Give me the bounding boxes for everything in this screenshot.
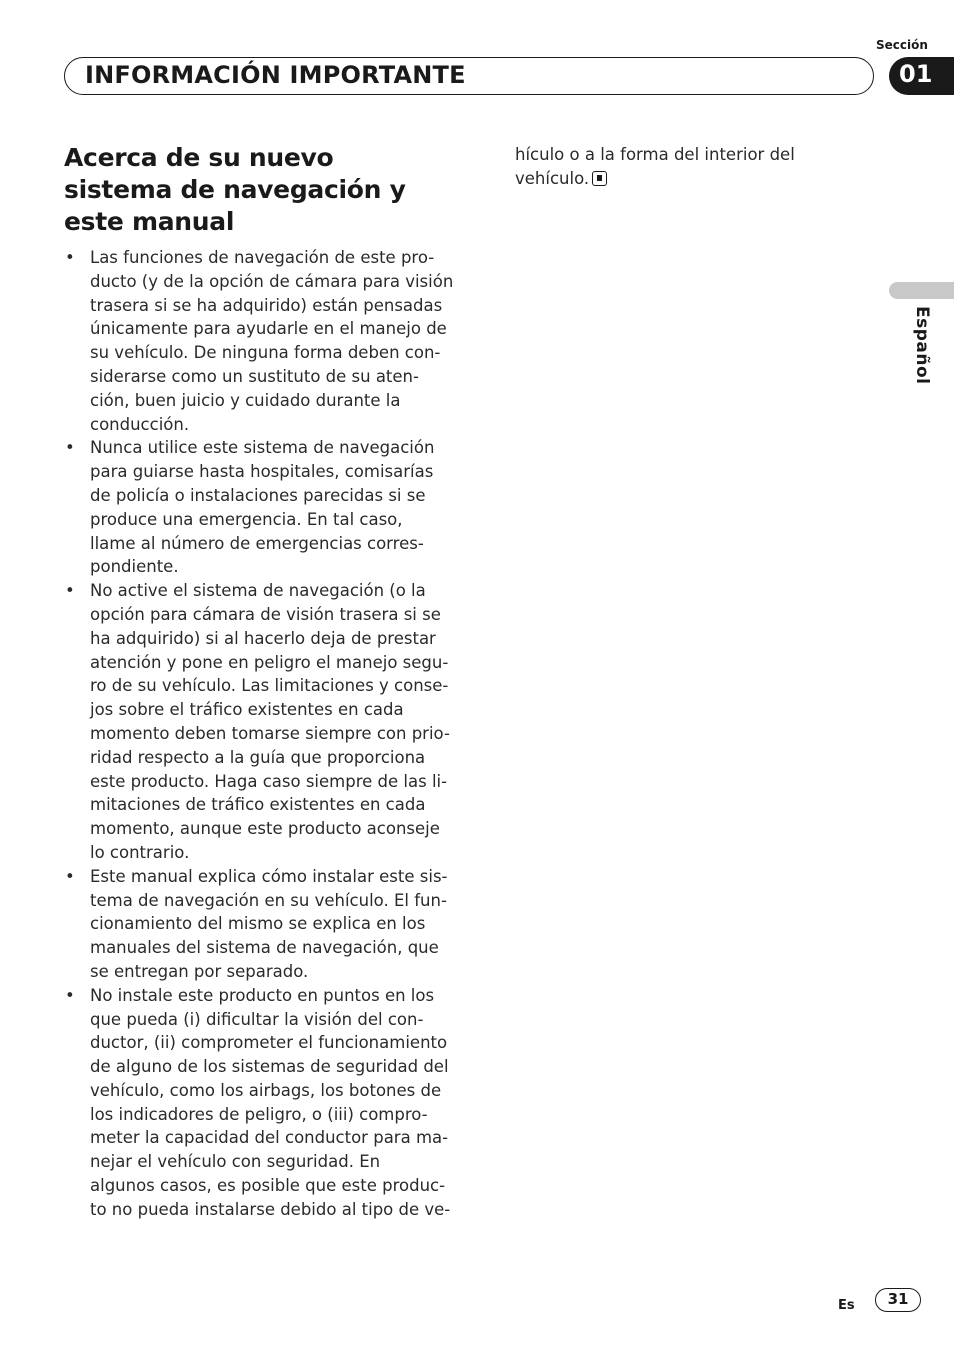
bullet-list [64,246,454,1222]
bullet-dot: • [65,581,75,601]
chapter-header [64,57,874,95]
bullet-text-line: se entregan por separado. [90,961,309,981]
bullet-text-line: ción, buen juicio y cuidado durante la [90,390,401,410]
bullet-text-line: Este manual explica cómo instalar este sis- [90,866,448,886]
bullet-text-line: pondiente. [90,557,179,577]
bullet-text-line: cionamiento del mismo se explica en los [90,914,426,934]
bullet-text-line: de alguno de los sistemas de seguridad del [90,1057,449,1077]
bullet-item [64,579,454,865]
bullet-text-line: mitaciones de tráfico existentes en cada [90,795,426,815]
bullet-text-line: este producto. Haga caso siempre de las li- [90,771,448,791]
footer-language-code: Es [838,1298,855,1313]
bullet-text-line: ridad respecto a la guía que proporciona [90,747,426,767]
continuation-text-line [515,143,875,167]
bullet-text-line: ductor, (ii) comprometer el funcionamiento [90,1033,448,1053]
bullet-text-line: Las funciones de navegación de este pro- [90,248,435,267]
bullet-text-line: conducción. [90,414,190,434]
bullet-text-line: llame al número de emergencias corres- [90,533,424,553]
bullet-text-line: ro de su vehículo. Las limitaciones y conse- [90,676,449,696]
bullet-text-line: algunos casos, es posible que este produc- [90,1176,446,1196]
bullet-item [64,436,454,579]
section-number: 01 [899,60,933,88]
bullet-text-line: opción para cámara de visión trasera si se [90,604,441,624]
bullet-text-line: No instale este producto en puntos en los [90,985,435,1005]
continuation-text: vehículo. [515,168,590,188]
bullet-text-line: momento deben tomarse siempre con prio- [90,723,450,743]
chapter-title: INFORMACIÓN IMPORTANTE [85,61,466,89]
bullet-dot: • [65,866,75,886]
bullet-text-line: tema de navegación en su vehículo. El fun- [90,890,447,910]
bullet-text-line: ducto (y de la opción de cámara para visión [90,271,454,291]
section-label: Sección [876,38,928,52]
language-tab-marker [889,282,954,299]
bullet-text-line: de policía o instalaciones parecidas si se [90,485,426,505]
left-column [64,142,454,1222]
continuation-text-line [515,167,875,191]
page-number: 31 [875,1288,921,1312]
bullet-text-line: to no pueda instalarse debido al tipo de ve- [90,1199,451,1219]
bullet-item [64,246,454,436]
bullet-text-line: vehículo, como los airbags, los botones de [90,1080,442,1100]
bullet-text-line: nejar el vehículo con seguridad. En [90,1152,381,1172]
bullet-text-line: su vehículo. De ninguna forma deben con- [90,343,441,363]
bullet-text-line: Nunca utilice este sistema de navegación [90,438,435,458]
language-tab-label: Español [912,306,932,385]
bullet-text-line: manuales del sistema de navegación, que [90,938,439,958]
continuation-text: hículo o a la forma del interior del [515,145,795,164]
bullet-text-line: únicamente para ayudarle en el manejo de [90,319,447,339]
bullet-text-line: que pueda (i) dificultar la visión del con- [90,1009,424,1029]
bullet-text-line: jos sobre el tráfico existentes en cada [90,700,404,720]
heading-line: Acerca de su nuevo [64,143,334,172]
bullet-text-line: para guiarse hasta hospitales, comisarías [90,462,434,482]
right-column [515,143,875,191]
bullet-dot: • [65,438,75,458]
end-of-section-icon [592,171,607,186]
bullet-text-line: ha adquirido) si al hacerlo deja de prestar [90,628,436,648]
heading-line: sistema de navegación y [64,175,406,204]
bullet-dot: • [65,248,75,267]
bullet-item [64,865,454,984]
bullet-text-line: produce una emergencia. En tal caso, [90,509,403,529]
bullet-text-line: meter la capacidad del conductor para ma- [90,1128,449,1148]
bullet-text-line: siderarse como un sustituto de su aten- [90,366,419,386]
bullet-item [64,984,454,1222]
bullet-text-line: No active el sistema de navegación (o la [90,581,426,601]
bullet-text-line: lo contrario. [90,842,190,862]
bullet-text-line: momento, aunque este producto aconseje [90,819,440,839]
bullet-dot: • [65,985,75,1005]
section-number-badge [889,57,954,95]
bullet-text-line: los indicadores de peligro, o (iii) compro- [90,1104,428,1124]
heading-line: este manual [64,207,235,236]
bullet-text-line: trasera si se ha adquirido) están pensadas [90,295,443,315]
bullet-text-line: atención y pone en peligro el manejo segu- [90,652,449,672]
page-heading [64,142,454,238]
